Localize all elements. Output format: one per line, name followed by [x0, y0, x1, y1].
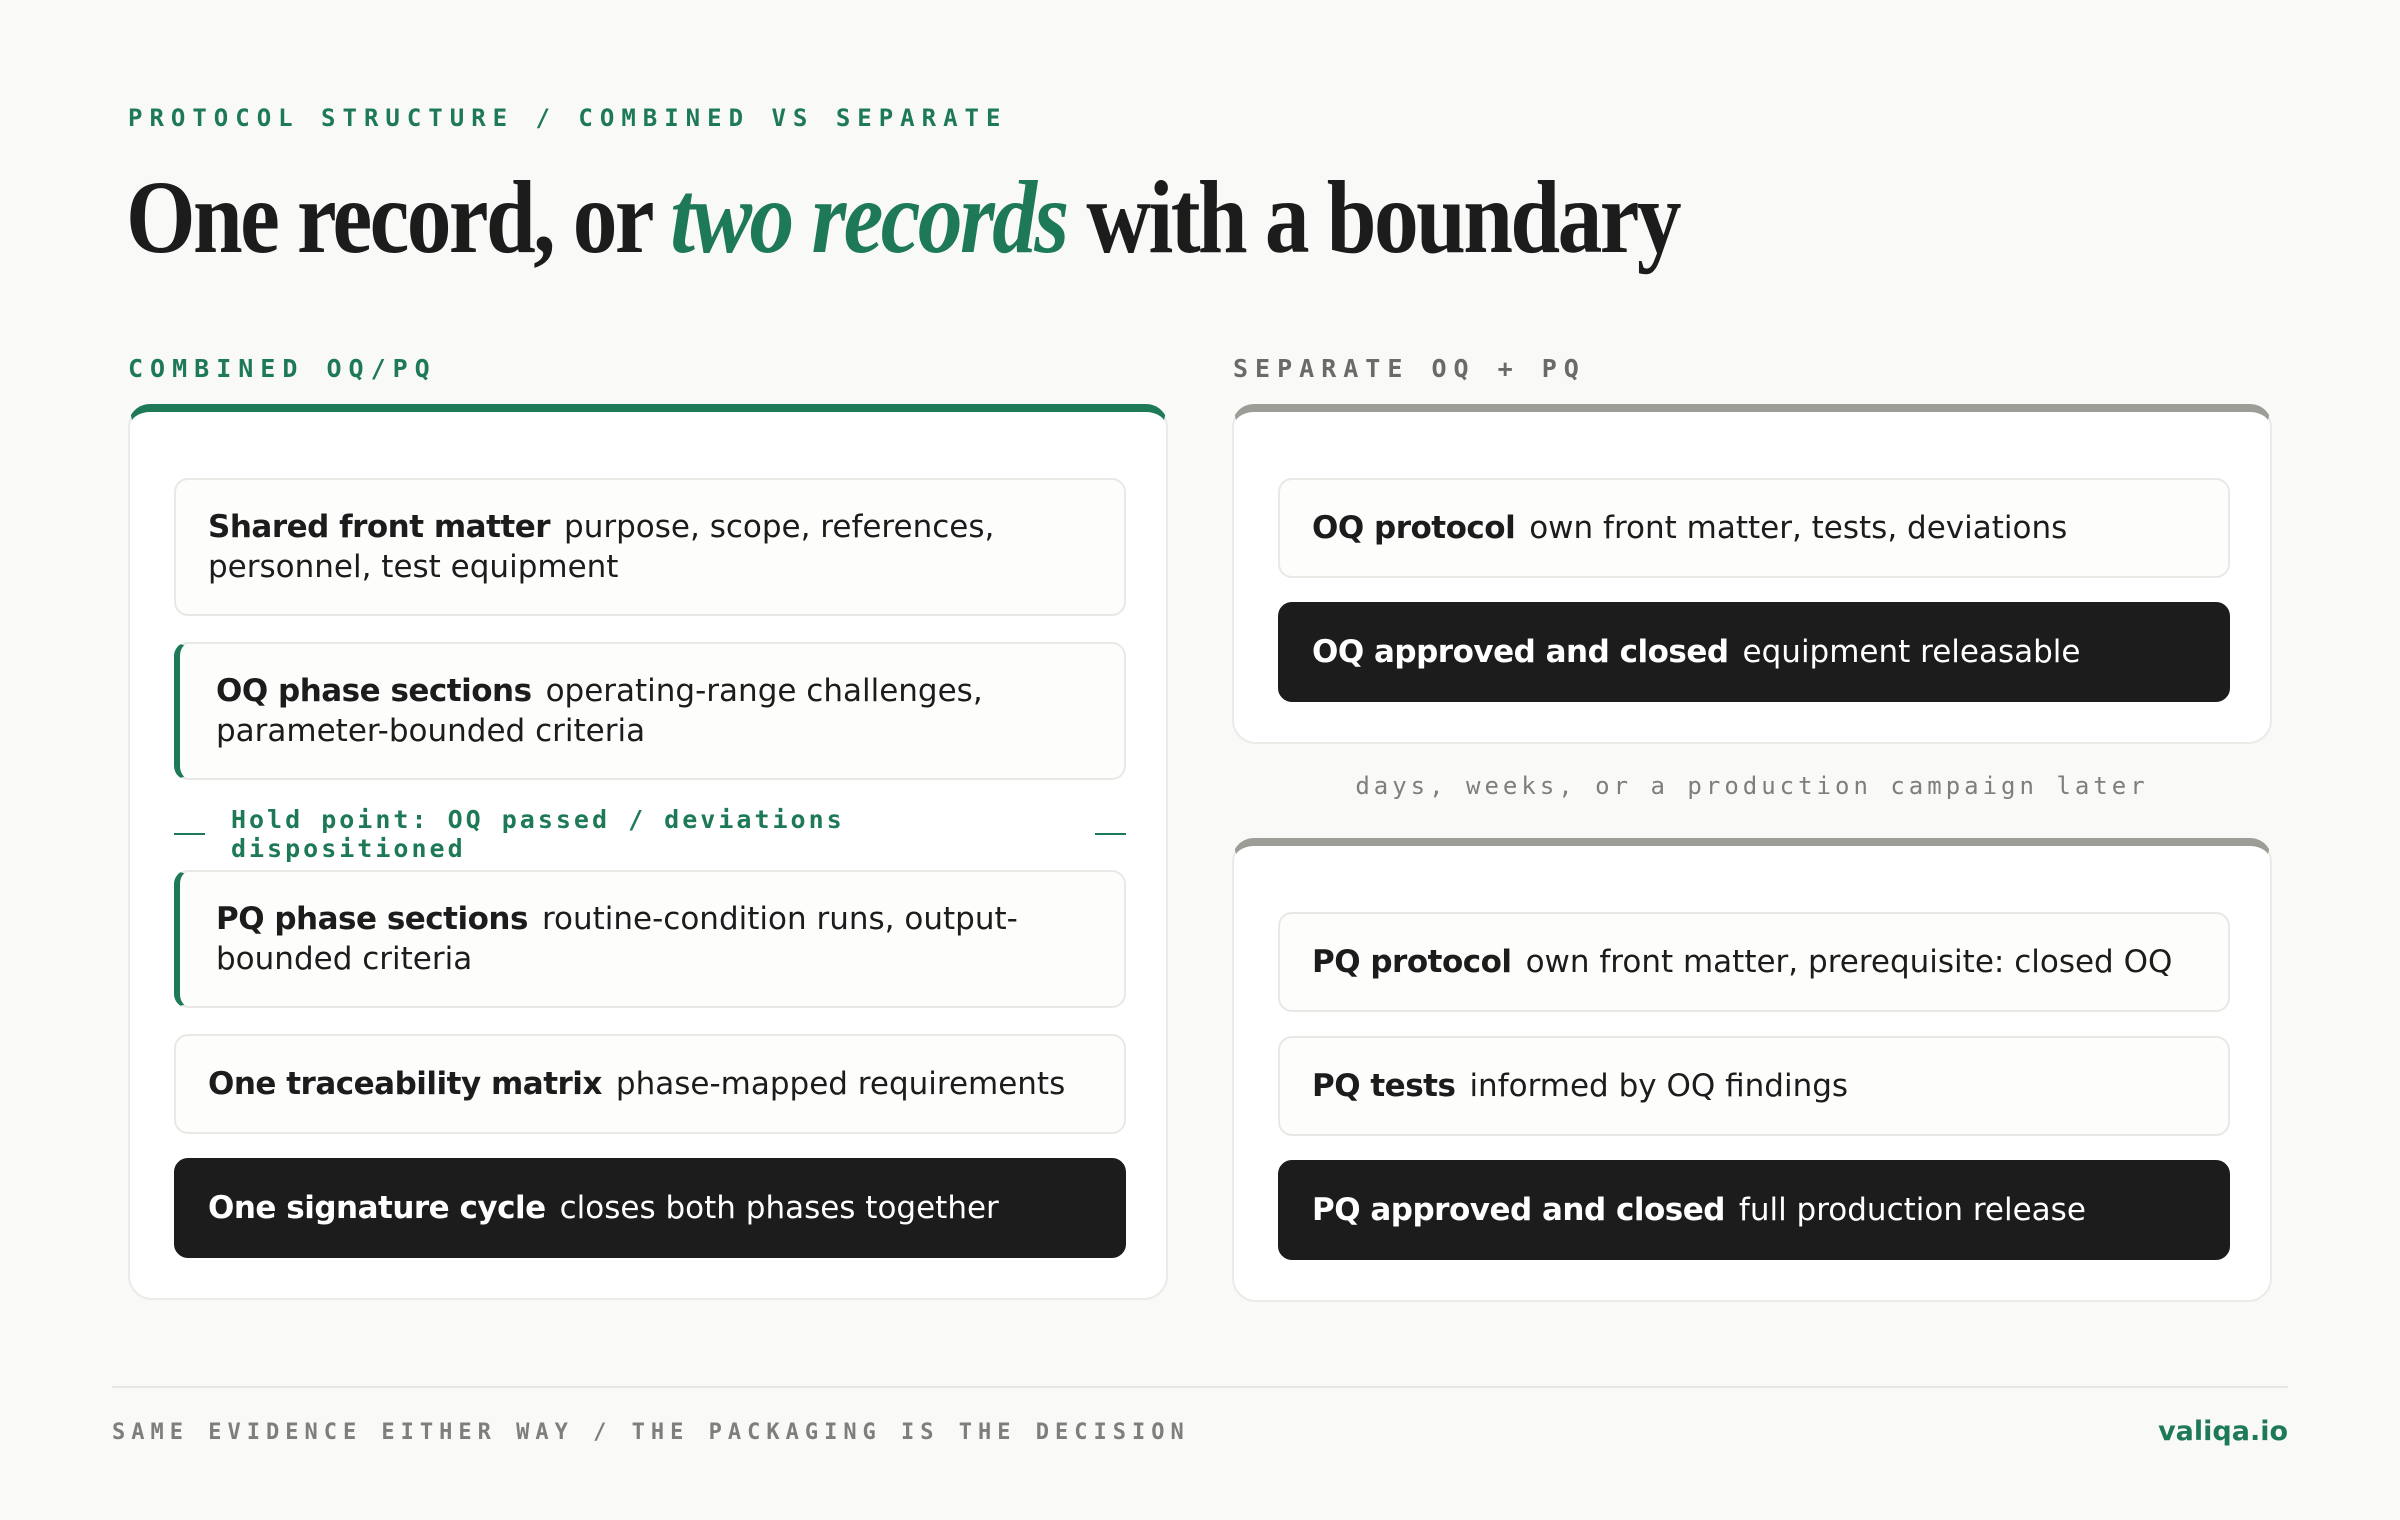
card-title: OQ protocol — [1312, 510, 1516, 546]
card-title: One signature cycle — [208, 1190, 546, 1226]
pq-panel — [1232, 838, 2272, 1302]
oq-panel — [1232, 404, 2272, 744]
card-title: OQ approved and closed — [1312, 634, 1729, 670]
card-title: PQ approved and closed — [1312, 1192, 1725, 1228]
card-shared-front-matter — [174, 478, 1126, 616]
card-desc: operating-range challenges, parameter-bounded criteria — [216, 673, 983, 749]
card-desc: routine-condition runs, output-bounded criteria — [216, 901, 1018, 977]
card-signature-cycle — [174, 1158, 1126, 1258]
brand-link[interactable]: valiqa.io — [2158, 1416, 2288, 1447]
between-phases-note: days, weeks, or a production campaign later — [1355, 772, 2149, 800]
card-title: PQ protocol — [1312, 944, 1512, 980]
card-oq-protocol — [1278, 478, 2230, 578]
card-pq-approved — [1278, 1160, 2230, 1260]
combined-column-label: COMBINED OQ/PQ — [128, 354, 437, 383]
page-title — [126, 158, 1679, 278]
footer-tagline: SAME EVIDENCE EITHER WAY / THE PACKAGING IS THE DECISION — [112, 1420, 1190, 1445]
card-desc: own front matter, prerequisite: closed OQ — [1525, 944, 2173, 980]
card-oq-approved — [1278, 602, 2230, 702]
hold-point-divider — [174, 805, 1126, 863]
card-traceability-matrix — [174, 1034, 1126, 1134]
eyebrow-label: PROTOCOL STRUCTURE / COMBINED VS SEPARATE — [128, 104, 1008, 132]
hold-point-text: Hold point: OQ passed / deviations dispositioned — [230, 805, 845, 863]
card-oq-phase-sections — [174, 642, 1126, 780]
separate-column-label: SEPARATE OQ + PQ — [1233, 354, 1586, 383]
card-pq-phase-sections — [174, 870, 1126, 1008]
card-title: OQ phase sections — [216, 673, 532, 709]
card-title: One traceability matrix — [208, 1066, 602, 1102]
card-title: Shared front matter — [208, 509, 551, 545]
title-accent: two records — [670, 160, 1067, 275]
title-part-2: with a boundary — [1066, 160, 1679, 275]
card-desc: closes both phases together — [559, 1190, 999, 1226]
hold-dash-right — [1095, 833, 1126, 835]
card-desc: equipment releasable — [1742, 634, 2081, 670]
card-desc: informed by OQ findings — [1469, 1068, 1849, 1104]
combined-panel — [128, 404, 1168, 1300]
hold-dash-left — [174, 833, 205, 835]
card-desc: own front matter, tests, deviations — [1529, 510, 2068, 546]
footer-divider — [112, 1386, 2288, 1388]
card-pq-tests — [1278, 1036, 2230, 1136]
card-pq-protocol — [1278, 912, 2230, 1012]
card-desc: full production release — [1738, 1192, 2086, 1228]
card-desc: phase-mapped requirements — [615, 1066, 1066, 1102]
card-title: PQ phase sections — [216, 901, 528, 937]
title-part-1: One record, or — [126, 160, 671, 275]
card-desc: purpose, scope, references, personnel, test equipment — [208, 509, 995, 585]
card-title: PQ tests — [1312, 1068, 1456, 1104]
